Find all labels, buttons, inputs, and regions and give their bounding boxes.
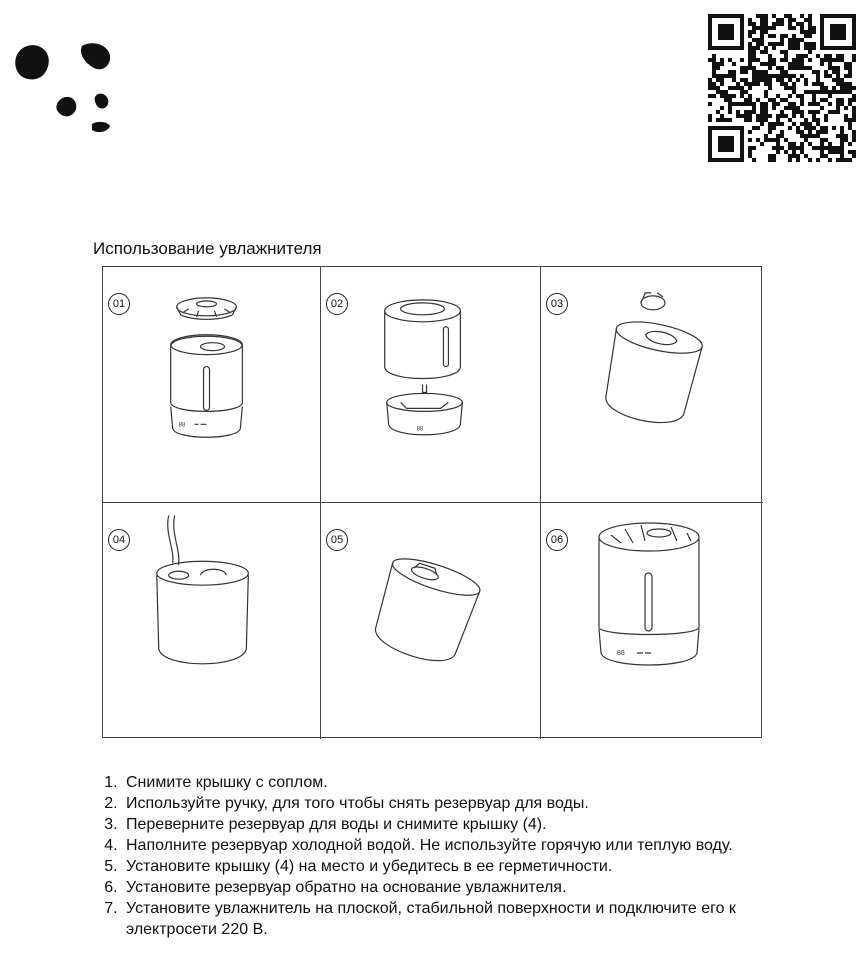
panda-logo <box>12 38 117 136</box>
panel-03 <box>541 267 763 503</box>
list-item: 2. Используйте ручку, для того чтобы снять резервуар для воды. <box>122 793 772 814</box>
panel-01 <box>103 267 321 503</box>
step-number: 03 <box>546 293 568 315</box>
list-item: 1. Снимите крышку с соплом. <box>122 772 772 793</box>
panel-02 <box>321 267 541 503</box>
instructions-list <box>93 772 772 940</box>
list-item: 5. Установите крышку (4) на место и убедитесь в ее герметичности. <box>122 856 772 877</box>
illustration-remove-tank <box>321 267 540 502</box>
step-number: 05 <box>326 529 348 551</box>
illustration-remove-lid <box>103 267 320 502</box>
illustration-fill-water <box>103 503 320 739</box>
list-item: 4. Наполните резервуар холодной водой. Не используйте горячую или теплую воду. <box>122 835 772 856</box>
page-title: Использование увлажнителя <box>93 239 322 258</box>
list-item: 7. Установите увлажнитель на плоской, стабильной поверхности и подключите его к электросети 220 В. <box>122 898 772 940</box>
display-digits: 88 <box>617 650 625 657</box>
panel-06 <box>541 503 763 739</box>
step-number: 04 <box>108 529 130 551</box>
panel-04 <box>103 503 321 739</box>
instruction-grid <box>102 266 762 738</box>
display-digits: 88 <box>178 422 186 429</box>
panel-05 <box>321 503 541 739</box>
list-item: 3. Переверните резервуар для воды и снимите крышку (4). <box>122 814 772 835</box>
list-item: 6. Установите резервуар обратно на основание увлажнителя. <box>122 877 772 898</box>
step-number: 02 <box>326 293 348 315</box>
illustration-close-cap <box>321 503 540 739</box>
qr-code <box>708 14 856 162</box>
illustration-assembled <box>541 503 763 739</box>
display-digits: 88 <box>416 426 424 433</box>
illustration-flip-tank <box>541 267 763 502</box>
step-number: 06 <box>546 529 568 551</box>
step-number: 01 <box>108 293 130 315</box>
